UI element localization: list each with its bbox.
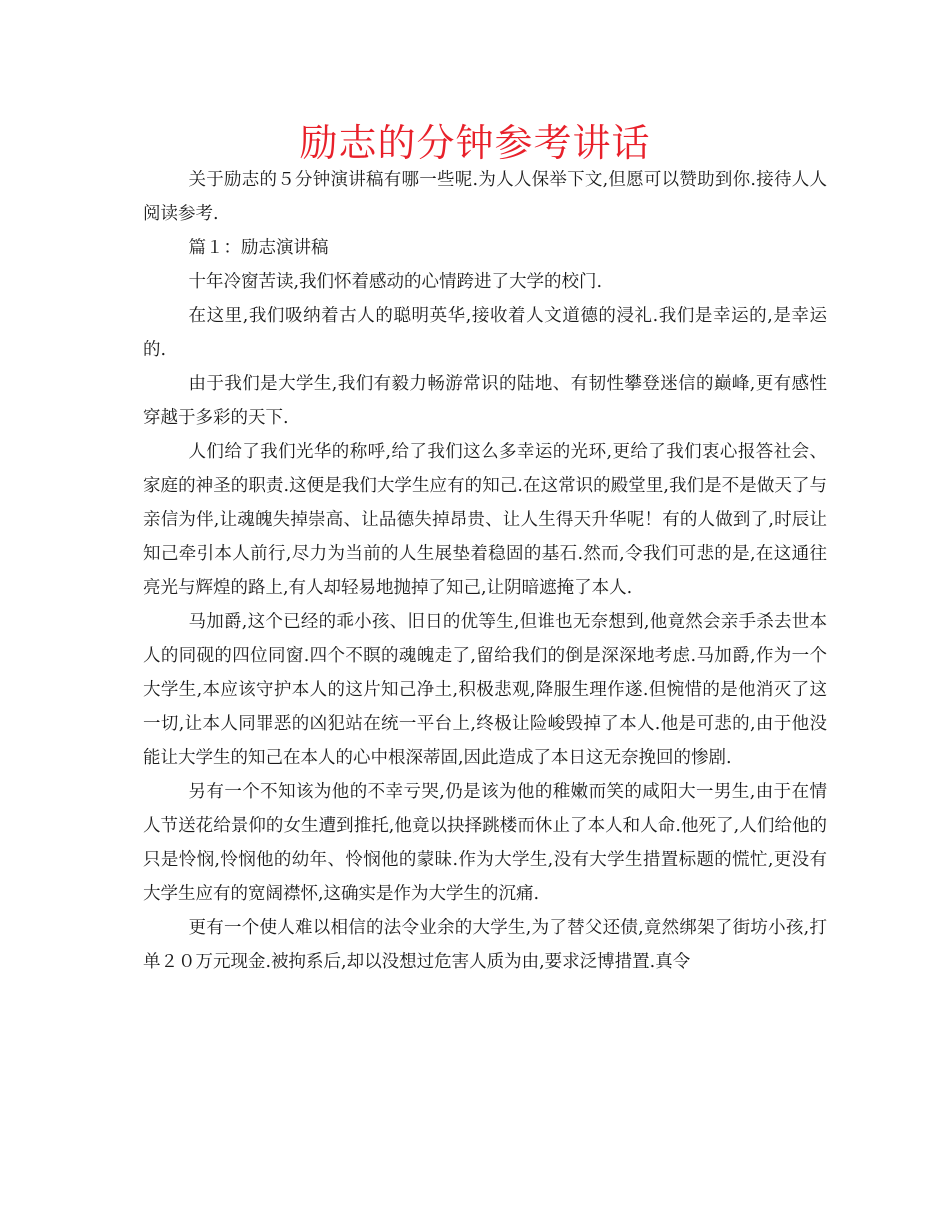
paragraph: 另有一个不知该为他的不幸亏哭,仍是该为他的稚嫩而笑的咸阳大一男生,由于在情人节送花给景仰的女生遭到推托,他竟以抉择跳楼而休止了本人和人命.他死了,人们给他的只是怜悯,怜悯他的幼年、怜悯他的蒙昧.作为大学生,没有大学生措置标题的慌忙,更没有大学生应有的宽阔襟怀,这确实是作为大学生的沉痛. [143, 782, 827, 904]
paragraph: 更有一个使人难以相信的法令业余的大学生,为了替父还债,竟然绑架了街坊小孩,打单２０万元现金.被拘系后,却以没想过危害人质为由,要求泛博措置.真令 [143, 918, 827, 972]
section-heading: 篇１：励志演讲稿 [188, 238, 329, 258]
document-title: 励志的分钟参考讲话 [299, 121, 651, 165]
document-body [143, 163, 827, 979]
paragraph: 人们给了我们光华的称呼,给了我们这么多幸运的光环,更给了我们衷心报答社会、家庭的神圣的职责.这便是我们大学生应有的知己.在这常识的殿堂里,我们是不是做天了与亲信为伴,让魂魄失掉崇高、让品德失掉昂贵、让人生得天升华呢！有的人做到了,时辰让知己牵引本人前行,尽力为当前的人生展垫着稳固的基石.然而,令我们可悲的是,在这通往亮光与辉煌的路上,有人却轻易地抛掉了知己,让阴暗遮掩了本人. [143, 442, 827, 598]
paragraph: 马加爵,这个已经的乖小孩、旧日的优等生,但谁也无奈想到,他竟然会亲手杀去世本人的同砚的四位同窗.四个不瞑的魂魄走了,留给我们的倒是深深地考虑.马加爵,作为一个大学生,本应该守护本人的这片知己净土,积极悲观,降服生理作遂.但惋惜的是他消灭了这一切,让本人同罪恶的凶犯站在统一平台上,终极让险峻毁掉了本人.他是可悲的,由于他没能让大学生的知己在本人的心中根深蒂固,因此造成了本日这无奈挽回的惨剧. [143, 612, 827, 768]
paragraph: 由于我们是大学生,我们有毅力畅游常识的陆地、有韧性攀登迷信的巅峰,更有感性穿越于多彩的天下. [143, 374, 827, 428]
paragraph: 十年冷窗苦读,我们怀着感动的心情跨进了大学的校门. [188, 272, 603, 292]
paragraph: 在这里,我们吸纳着古人的聪明英华,接收着人文道德的浸礼.我们是幸运的,是幸运的. [143, 306, 827, 360]
paragraph-intro: 关于励志的５分钟演讲稿有哪一些呢.为人人保举下文,但愿可以赞助到你.接待人人阅读参考. [143, 170, 827, 224]
